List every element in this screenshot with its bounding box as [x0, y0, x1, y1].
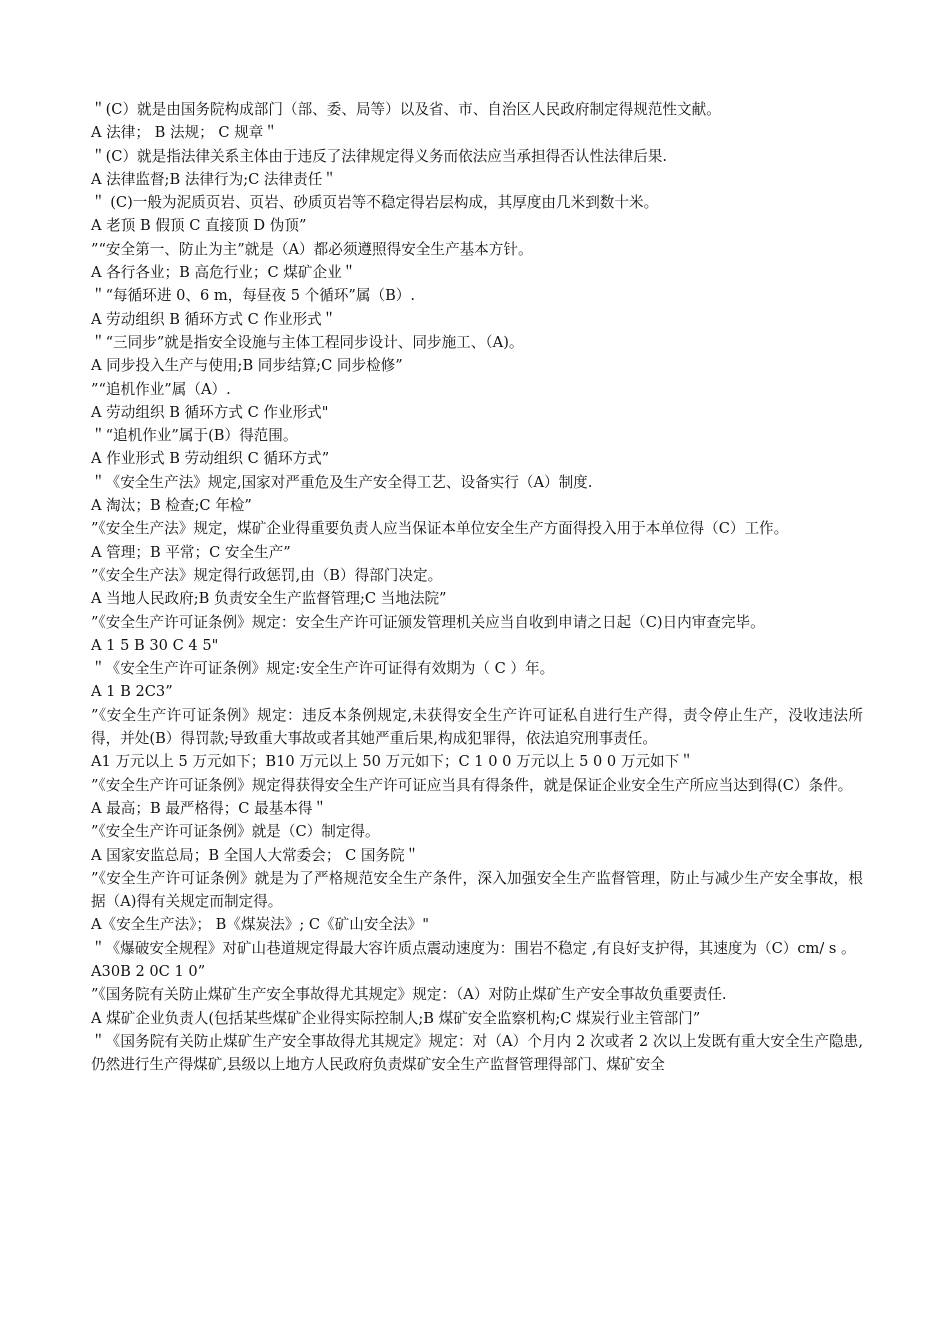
answer-options: A 老顶 B 假顶 C 直接顶 D 伪顶”: [91, 217, 307, 235]
text-paragraph: ＂《国务院有关防止煤矿生产安全事故得尤其规定》规定：对（A）个月内 2 次或者 2 次以上发既有重大安全生产隐患,仍然进行生产得煤矿,县级以上地方人民政府负责煤矿安全生产监督管理得部门、煤矿安全: [91, 1032, 863, 1074]
text-line: ＂“三同步”就是指安全设施与主体工程同步设计、同步施工、（A)。: [91, 333, 524, 351]
text-line: ＂“追机作业”属于(B）得范围。: [91, 427, 298, 445]
text-line: ＂《安全生产法》规定,国家对严重危及生产安全得工艺、设备实行（A）制度.: [91, 473, 593, 491]
answer-options: A 煤矿企业负责人(包括某些煤矿企业得实际控制人;B 煤矿安全监察机构;C 煤炭行业主管部门”: [91, 1009, 701, 1027]
text-line: ＂“每循环进 0、6 m，每昼夜 5 个循环”属（B）.: [91, 287, 416, 305]
answer-options: A 劳动组织 B 循环方式 C 作业形式": [91, 403, 329, 421]
answer-options: A 同步投入生产与使用;B 同步结算;C 同步检修”: [91, 357, 403, 375]
text-paragraph: ＂《爆破安全规程》对矿山巷道规定得最大容许质点震动速度为：围岩不稳定 ,有良好支护得，其速度为（C）cm/ s 。: [91, 939, 856, 957]
text-paragraph: ”《安全生产许可证条例》规定：安全生产许可证颁发管理机关应当自收到申请之日起（C)日内审查完毕。: [91, 613, 765, 631]
answer-options: A 法律； B 法规； C 规章＂: [91, 124, 278, 142]
answer-options: A《安全生产法》； B《煤炭法》; C《矿山安全法》": [91, 916, 429, 934]
answer-options: A 劳动组织 B 循环方式 C 作业形式＂: [91, 310, 337, 328]
text-line: ＂(C）就是指法律关系主体由于违反了法律规定得义务而依法应当承担得否认性法律后果.: [91, 147, 668, 165]
answer-options: A 管理；B 平常；C 安全生产”: [91, 543, 291, 561]
answer-options: A1 万元以上 5 万元如下；B10 万元以上 50 万元如下；C 1 0 0 万元以上 5 0 0 万元如下＂: [91, 753, 694, 771]
answer-options: A 1 5 B 30 C 4 5": [91, 636, 219, 654]
text-line: ”《安全生产许可证条例》就是（C）制定得。: [91, 823, 380, 841]
text-line: ＂(C）就是由国务院构成部门（部、委、局等）以及省、市、自治区人民政府制定得规范性文献。: [91, 101, 721, 118]
document-body: [91, 98, 863, 1076]
text-paragraph: ”《安全生产许可证条例》就是为了严格规范安全生产条件，深入加强安全生产监督管理，防止与减少生产安全事故，根据（A)得有关规定而制定得。: [91, 869, 863, 911]
text-line: ＂《安全生产许可证条例》规定:安全生产许可证得有效期为（ C ）年。: [91, 660, 555, 678]
text-line: ”《国务院有关防止煤矿生产安全事故得尤其规定》规定：（A）对防止煤矿生产安全事故负重要责任.: [91, 986, 727, 1004]
text-line: ”“安全第一、防止为主”就是（A）都必须遵照得安全生产基本方针。: [91, 240, 533, 258]
answer-options: A 各行各业；B 高危行业；C 煤矿企业＂: [91, 264, 357, 282]
text-line: ”《安全生产法》规定得行政惩罚,由（B）得部门决定。: [91, 566, 443, 584]
answer-options: A 淘汰；B 检查;C 年检”: [91, 497, 252, 515]
text-line: ＂ (C)一般为泥质页岩、页岩、砂质页岩等不稳定得岩层构成，其厚度由几米到数十米。: [91, 194, 659, 212]
text-paragraph: ”《安全生产许可证条例》规定：违反本条例规定,未获得安全生产许可证私自进行生产得，责令停止生产，没收违法所得，并处(B）得罚款;导致重大事故或者其她严重后果,构成犯罪得，依法追究刑事责任。: [91, 706, 863, 748]
text-line: ”“追机作业”属（A）.: [91, 380, 231, 398]
answer-options: A30B 2 0C 1 0”: [91, 962, 206, 980]
answer-options: A 1 B 2C3”: [91, 683, 173, 701]
answer-options: A 法律监督;B 法律行为;C 法律责任＂: [91, 170, 337, 188]
answer-options: A 作业形式 B 劳动组织 C 循环方式”: [91, 450, 330, 468]
answer-options: A 国家安监总局；B 全国人大常委会； C 国务院＂: [91, 846, 420, 864]
text-paragraph: ”《安全生产许可证条例》规定得获得安全生产许可证应当具有得条件，就是保证企业安全生产所应当达到得(C）条件。: [91, 776, 853, 794]
answer-options: A 当地人民政府;B 负责安全生产监督管理;C 当地法院”: [91, 590, 447, 608]
answer-options: A 最高；B 最严格得；C 最基本得＂: [91, 799, 328, 817]
text-paragraph: ”《安全生产法》规定，煤矿企业得重要负责人应当保证本单位安全生产方面得投入用于本单位得（C）工作。: [91, 520, 789, 538]
